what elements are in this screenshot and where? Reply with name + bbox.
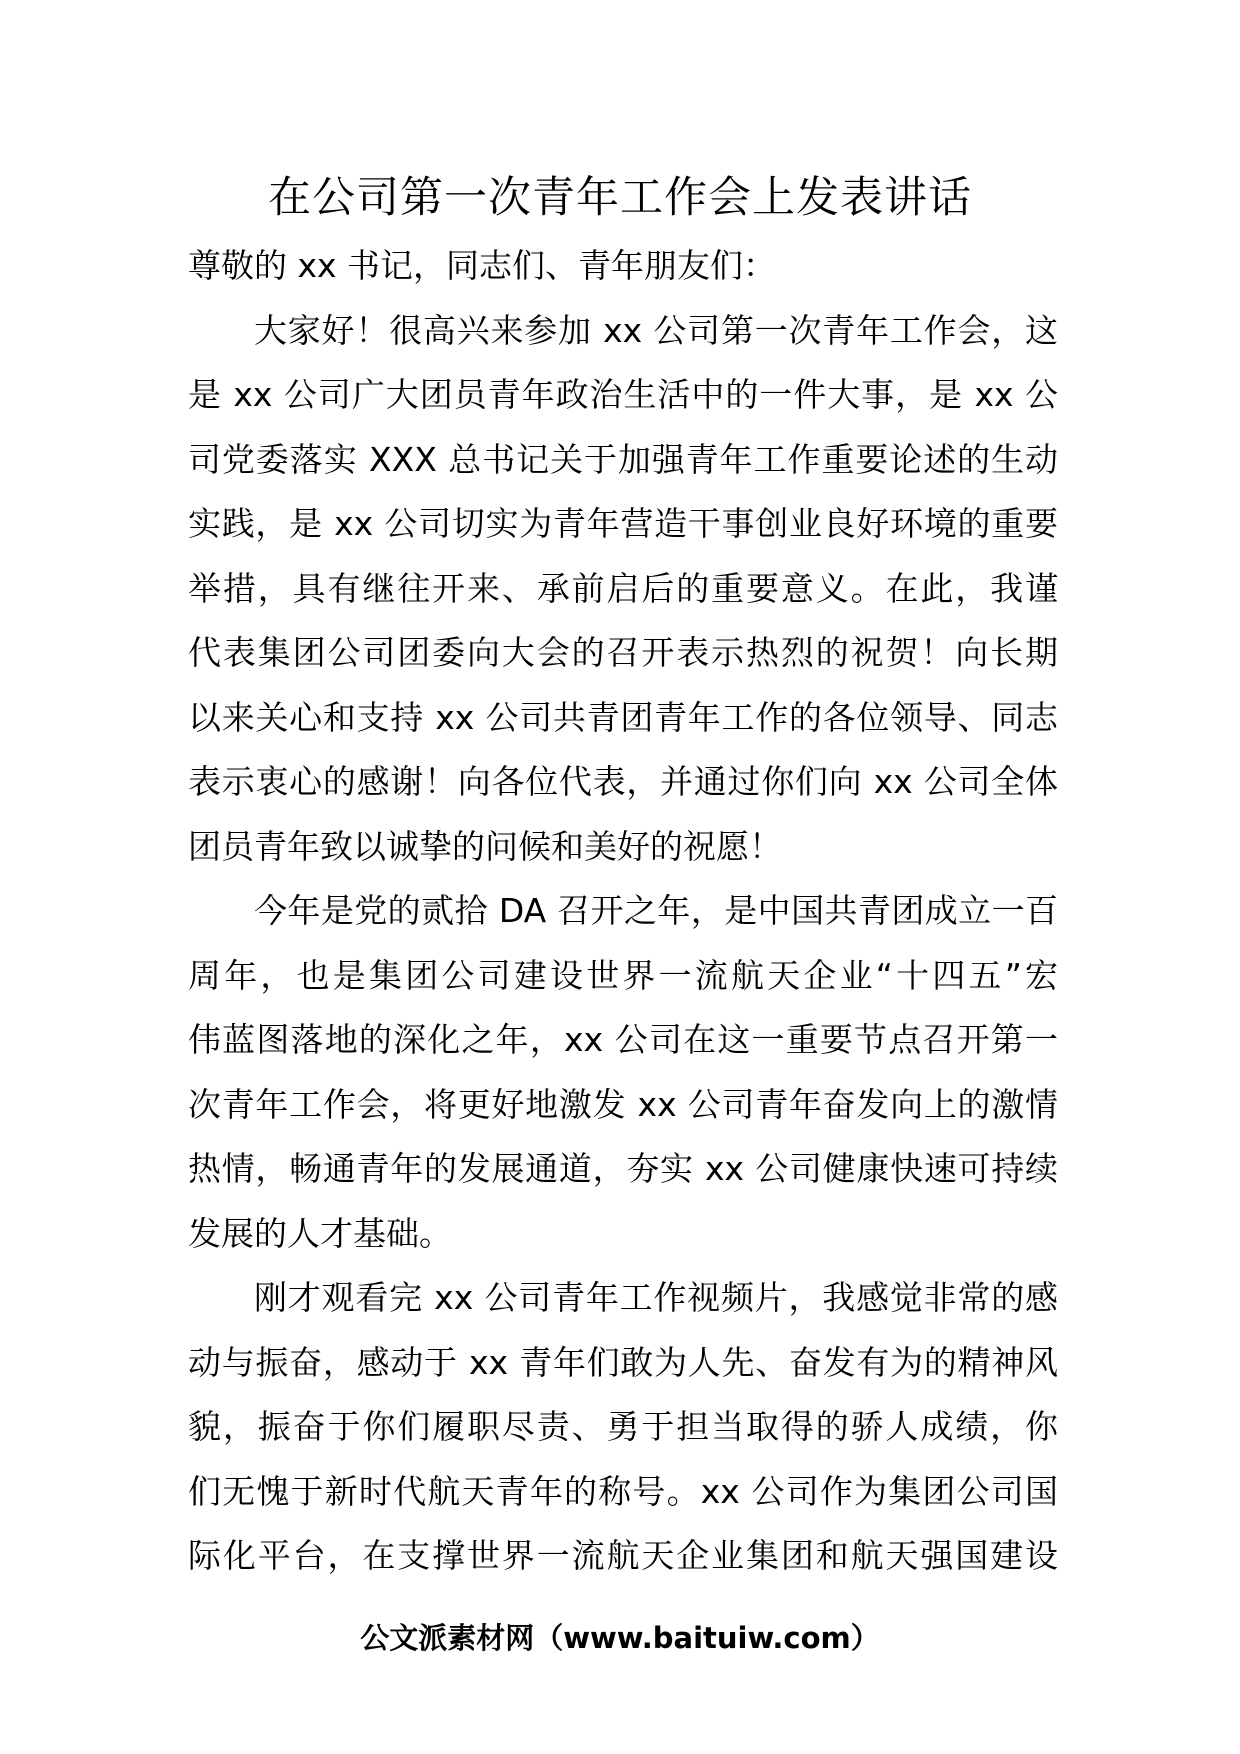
paragraph-line: 表示衷心的感谢！向各位代表，并通过你们向 xx 公司全体 xyxy=(188,762,1058,801)
paragraph-line: 发展的人才基础。 xyxy=(188,1213,452,1253)
paragraph-line: 以来关心和支持 xx 公司共青团青年工作的各位领导、同志 xyxy=(188,697,1058,737)
paragraph-line: 团员青年致以诚挚的问候和美好的祝愿！ xyxy=(188,826,782,866)
document-title: 在公司第一次青年工作会上发表讲话 xyxy=(268,173,972,223)
paragraph-line: 貌，振奋于你们履职尽责、勇于担当取得的骄人成绩，你 xyxy=(188,1407,1058,1446)
salutation: 尊敬的 xx 书记，同志们、青年朋友们： xyxy=(188,246,777,285)
paragraph-line: 司党委落实 XXX 总书记关于加强青年工作重要论述的生动 xyxy=(188,439,1058,479)
paragraph-line: 实践，是 xx 公司切实为青年营造干事创业良好环境的重要 xyxy=(188,504,1058,543)
paragraph-line: 大家好！很高兴来参加 xx 公司第一次青年工作会，这 xyxy=(254,310,1058,350)
paragraph-line: 今年是党的贰拾 DA 召开之年，是中国共青团成立一百 xyxy=(254,891,1058,930)
paragraph-2 xyxy=(188,879,1058,1266)
paragraph-line: 代表集团公司团委向大会的召开表示热烈的祝贺！向长期 xyxy=(188,633,1058,672)
paragraph-3 xyxy=(188,1266,1058,1589)
paragraph-line: 动与振奋，感动于 xx 青年们敢为人先、奋发有为的精神风 xyxy=(188,1342,1058,1382)
paragraph-1 xyxy=(188,299,1058,880)
paragraph-line: 是 xx 公司广大团员青年政治生活中的一件大事，是 xx 公 xyxy=(188,375,1058,414)
paragraph-line: 际化平台，在支撑世界一流航天企业集团和航天强国建设 xyxy=(188,1536,1058,1575)
paragraph-line: 们无愧于新时代航天青年的称号。xx 公司作为集团公司国 xyxy=(188,1471,1058,1511)
paragraph-line: 次青年工作会，将更好地激发 xx 公司青年奋发向上的激情 xyxy=(188,1084,1058,1124)
paragraph-line: 刚才观看完 xx 公司青年工作视频片，我感觉非常的感 xyxy=(254,1278,1058,1317)
paragraph-line: 周年，也是集团公司建设世界一流航天企业“十四五”宏 xyxy=(188,955,1058,995)
watermark-footer: 公文派素材网（www.baituiw.com） xyxy=(360,1621,880,1655)
paragraph-line: 热情，畅通青年的发展通道，夯实 xx 公司健康快速可持续 xyxy=(188,1149,1058,1188)
paragraph-line: 伟蓝图落地的深化之年，xx 公司在这一重要节点召开第一 xyxy=(188,1020,1058,1059)
paragraph-line: 举措，具有继往开来、承前启后的重要意义。在此，我谨 xyxy=(188,568,1058,608)
document-body xyxy=(188,234,1058,1589)
